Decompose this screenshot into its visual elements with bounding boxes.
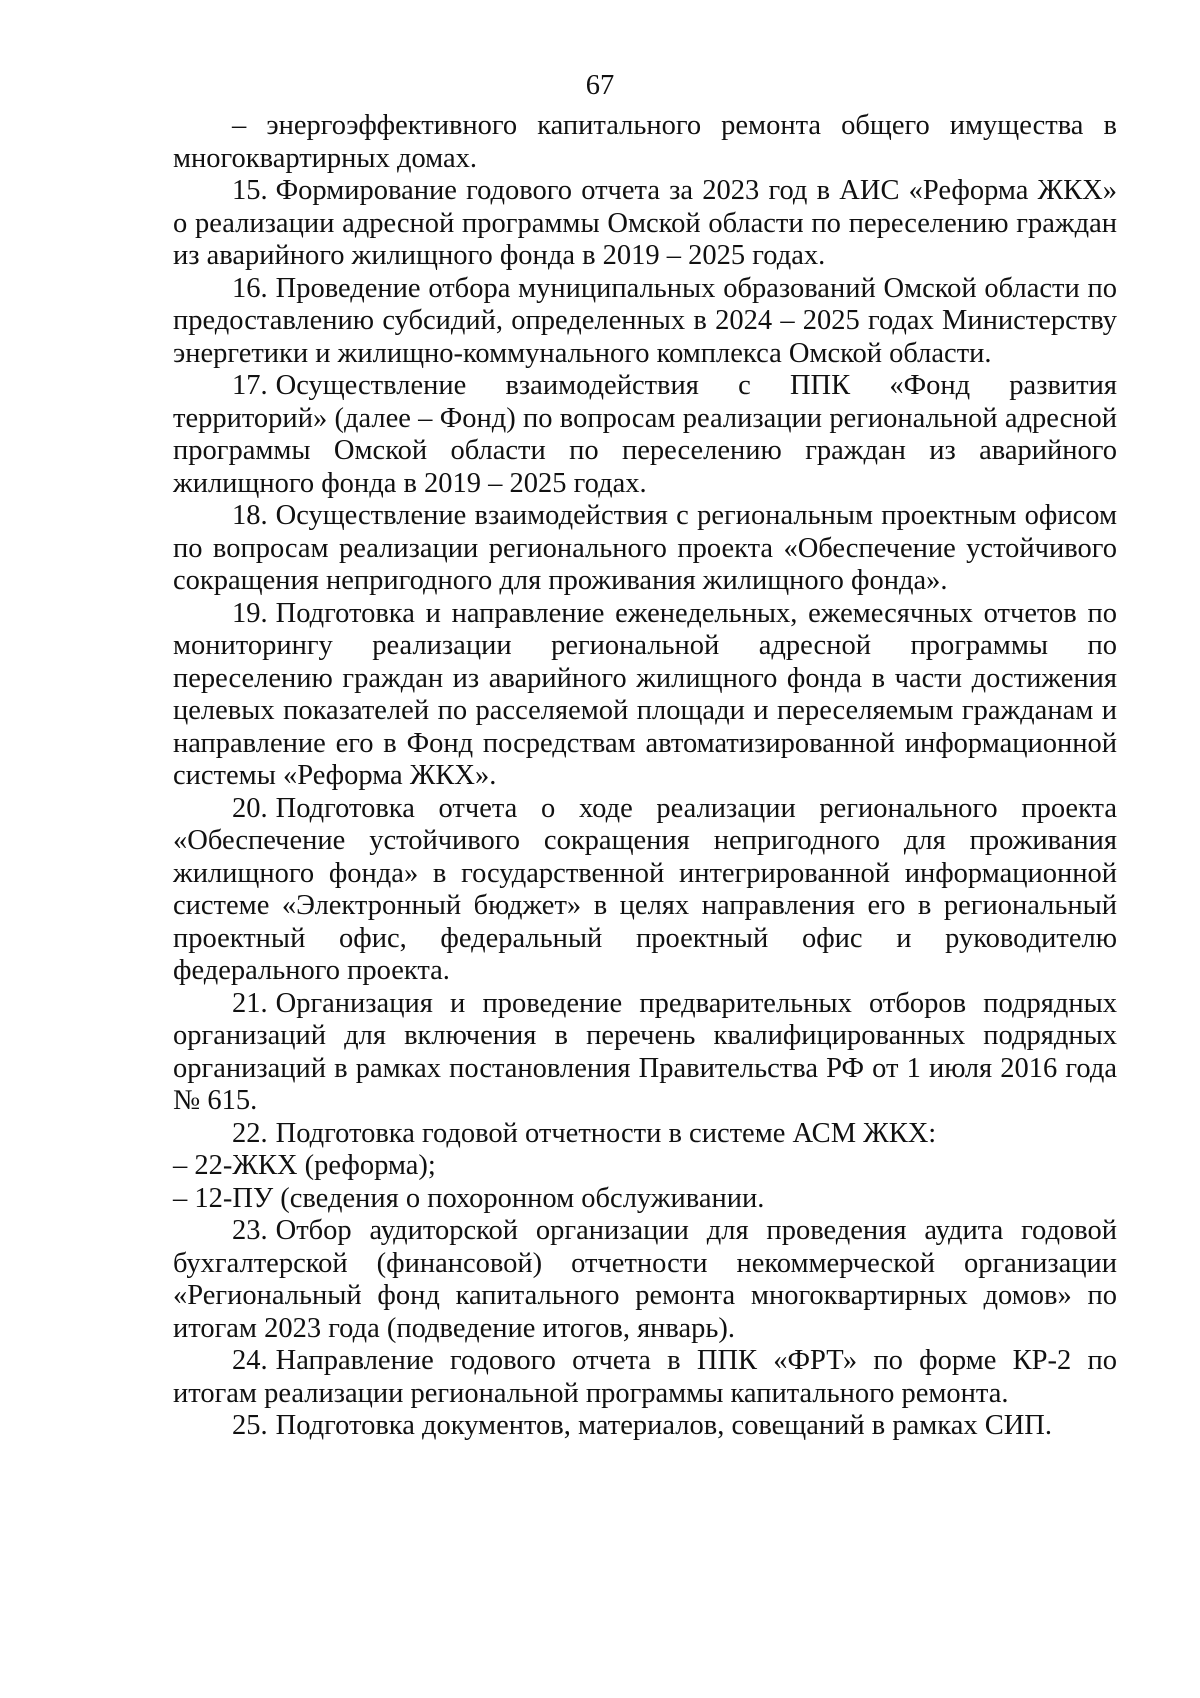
item-number: 17.: [232, 370, 268, 401]
paragraph-text: Подготовка документов, материалов, совещаний в рамках СИП.: [275, 1410, 1053, 1441]
paragraph-item-15: [173, 175, 1117, 273]
paragraph-item-24: [173, 1345, 1117, 1410]
paragraph-item-16: [173, 273, 1117, 371]
item-number: 24.: [232, 1345, 268, 1376]
paragraph-item-19: [173, 598, 1117, 793]
paragraph-item-22: [173, 1118, 1117, 1151]
item-number: 16.: [232, 272, 268, 304]
paragraph-text: Подготовка и направление еженедельных, ежемесячных отчетов по мониторингу реализации региональной адресной программы по переселению граждан из аварийного жилищного фонда в части достижения целевых показателей по расселяемой площади и переселяемым гражданам и направление его в Фонд посредствам автоматизированной информационной системы «Реформа ЖКХ».: [173, 597, 1117, 791]
item-number: 20.: [232, 792, 268, 824]
paragraph-item-21: [173, 988, 1117, 1118]
page-number: 67: [585, 70, 615, 101]
document-body: [173, 110, 1117, 1443]
paragraph-text: Организация и проведение предварительных отборов подрядных организаций для включения в перечень квалифицированных подрядных организаций в рамках постановления Правительства РФ от 1 июля 2016 года № 615.: [173, 987, 1117, 1116]
paragraph-text: Подготовка отчета о ходе реализации регионального проекта «Обеспечение устойчивого сокращения непригодного для проживания жилищного фонда» в государственной интегрированной информационной системе «Электронный бюджет» в целях направления его в региональный проектный офис, федеральный проектный офис и руководителю федерального проекта.: [173, 792, 1117, 986]
item-number: 25.: [232, 1410, 268, 1441]
sub-item-text: – 12-ПУ (сведения о похоронном обслуживании.: [173, 1182, 765, 1214]
paragraph-item-25: [173, 1410, 1117, 1443]
paragraph-item-23: [173, 1215, 1117, 1345]
paragraph-text: Отбор аудиторской организации для проведения аудита годовой бухгалтерской (финансовой) отчетности некоммерческой организации «Региональный фонд капитального ремонта многоквартирных домов» по итогам 2023 года (подведение итогов, январь).: [173, 1215, 1117, 1344]
item-number: 22.: [232, 1117, 268, 1149]
sub-item-12-pu: [173, 1183, 1117, 1216]
paragraph-text: Осуществление взаимодействия с ППК «Фонд развития территорий» (далее – Фонд) по вопросам реализации региональной адресной программы Омской области по переселению граждан из аварийного жилищного фонда в 2019 – 2025 годах.: [173, 370, 1117, 499]
item-number: 23.: [232, 1215, 268, 1246]
paragraph-text: Направление годового отчета в ППК «ФРТ» по форме КР-2 по итогам реализации региональной программы капитального ремонта.: [173, 1345, 1117, 1409]
sub-item-22-zhkkh: [173, 1150, 1117, 1183]
item-number: 18.: [232, 500, 268, 531]
paragraph-item-17: [173, 370, 1117, 500]
paragraph-item-18: [173, 500, 1117, 598]
paragraph-text: Формирование годового отчета за 2023 год в АИС «Реформа ЖКХ» о реализации адресной программы Омской области по переселению граждан из аварийного жилищного фонда в 2019 – 2025 годах.: [173, 175, 1117, 271]
paragraph-dash-item: [173, 110, 1117, 175]
paragraph-text: Проведение отбора муниципальных образований Омской области по предоставлению субсидий, определенных в 2024 – 2025 годах Министерству энергетики и жилищно-коммунального комплекса Омской области.: [173, 272, 1117, 369]
item-number: 19.: [232, 597, 268, 629]
paragraph-text: Осуществление взаимодействия с региональным проектным офисом по вопросам реализации регионального проекта «Обеспечение устойчивого сокращения непригодного для проживания жилищного фонда».: [173, 500, 1117, 596]
item-number: 15.: [232, 175, 268, 206]
sub-item-text: – 22-ЖКХ (реформа);: [173, 1150, 436, 1181]
paragraph-text: Подготовка годовой отчетности в системе АСМ ЖКХ:: [275, 1117, 937, 1149]
paragraph-text: – энергоэффективного капитального ремонта общего имущества в многоквартирных домах.: [173, 110, 1117, 174]
paragraph-item-20: [173, 793, 1117, 988]
item-number: 21.: [232, 987, 268, 1019]
